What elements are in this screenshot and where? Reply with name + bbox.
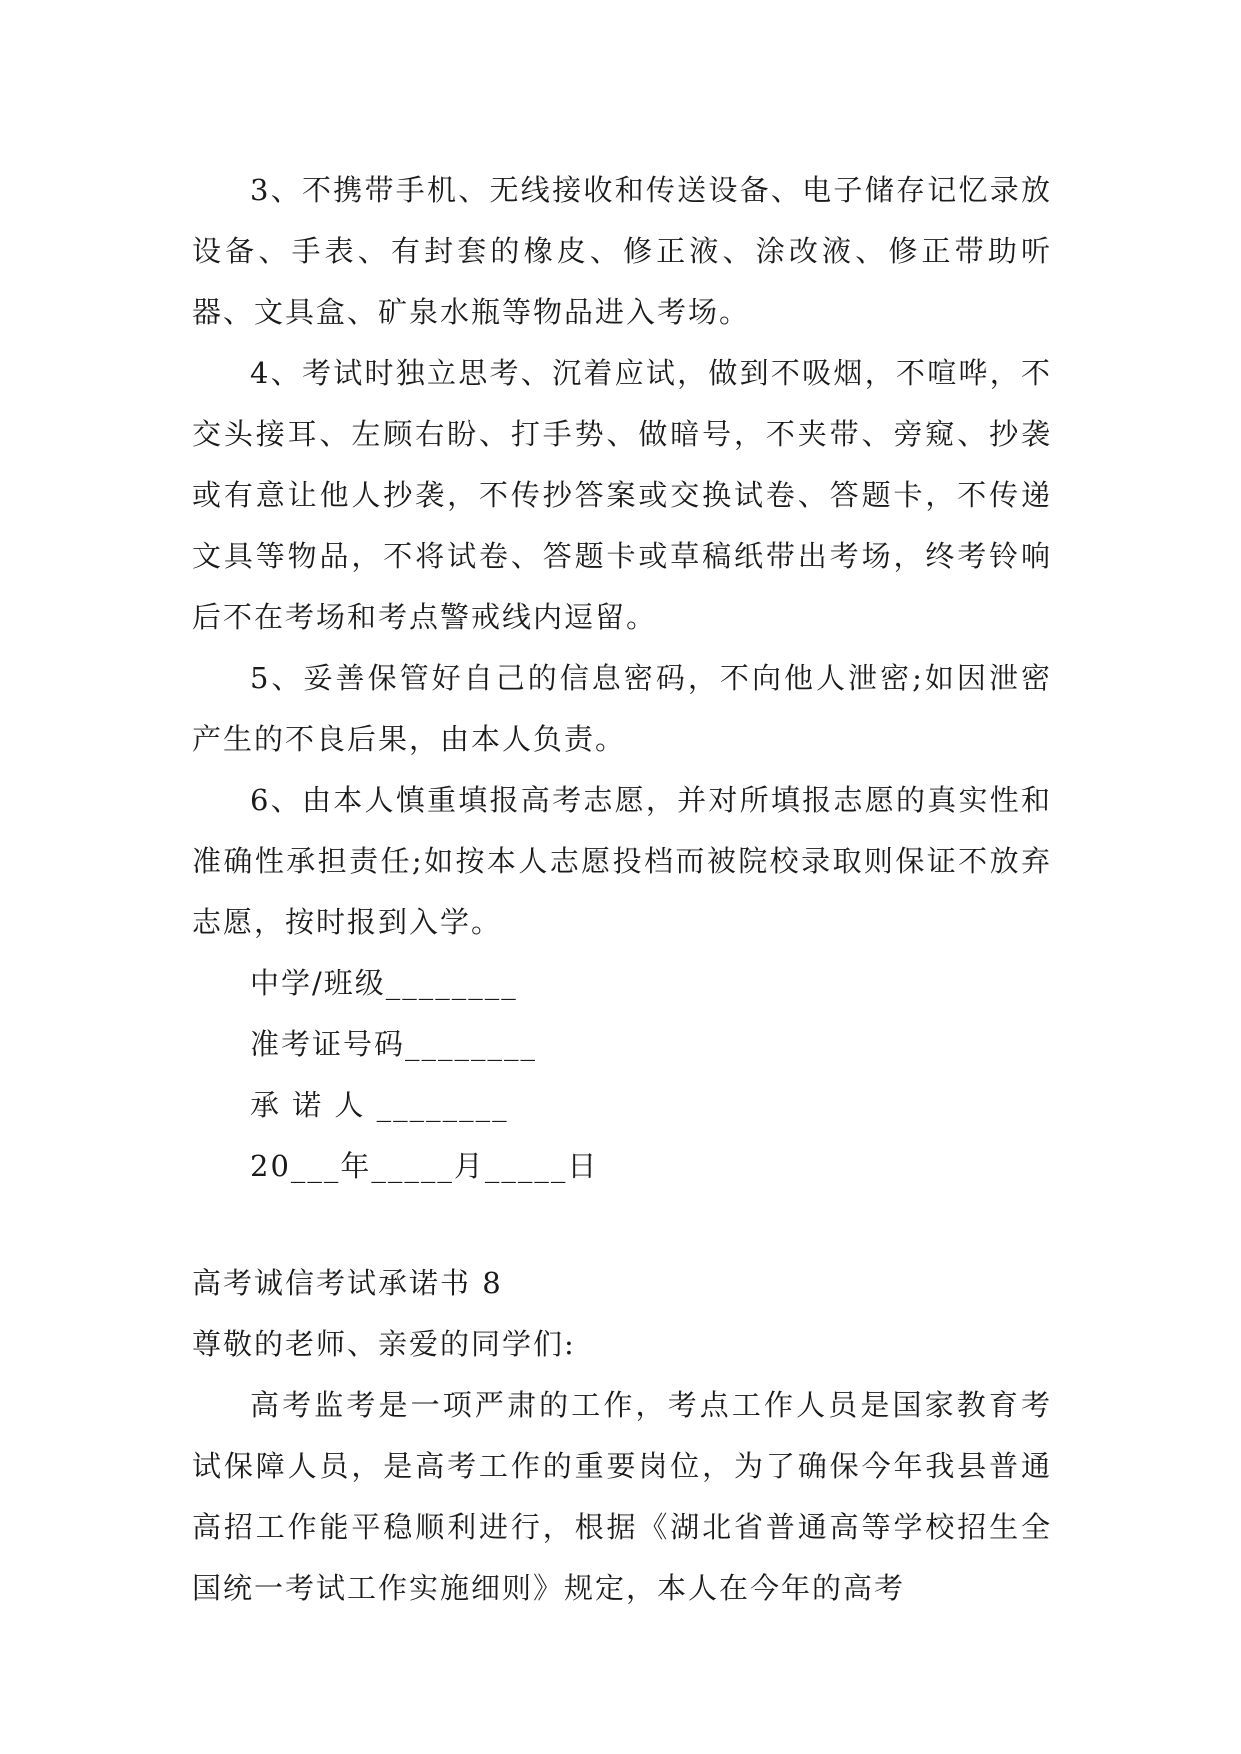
pledge-item-5: 5、妥善保管好自己的信息密码，不向他人泄密;如因泄密产生的不良后果，由本人负责。 — [192, 661, 1052, 756]
school-class-field: 中学/班级________ — [250, 966, 518, 1000]
salutation: 尊敬的老师、亲爱的同学们: — [192, 1327, 576, 1361]
pledge-item-4: 4、考试时独立思考、沉着应试，做到不吸烟，不喧哗，不交头接耳、左顾右盼、打手势、做暗号，不夹带、旁窥、抄袭或有意让他人抄袭，不传抄答案或交换试卷、答题卡，不传递文具等物品，不将试卷、答题卡或草稿纸带出考场，终考铃响后不在考场和考点警戒线内逗留。 — [192, 356, 1052, 634]
date-field: 20___年_____月_____日 — [250, 1149, 599, 1183]
pledge-item-3: 3、不携带手机、无线接收和传送设备、电子储存记忆录放设备、手表、有封套的橡皮、修正液、涂改液、修正带助听器、文具盒、矿泉水瓶等物品进入考场。 — [192, 173, 1052, 329]
admission-number-field: 准考证号码________ — [250, 1027, 538, 1061]
body-paragraph: 高考监考是一项严肃的工作，考点工作人员是国家教育考试保障人员，是高考工作的重要岗位，为了确保今年我县普通高招工作能平稳顺利进行，根据《湖北省普通高等学校招生全国统一考试工作实施细则》规定，本人在今年的高考 — [192, 1388, 1052, 1605]
pledger-field: 承 诺 人 ________ — [250, 1088, 509, 1122]
pledge-item-6: 6、由本人慎重填报高考志愿，并对所填报志愿的真实性和准确性承担责任;如按本人志愿投档而被院校录取则保证不放弃志愿，按时报到入学。 — [192, 783, 1052, 939]
document-page — [192, 160, 1052, 1619]
section-title: 高考诚信考试承诺书 8 — [192, 1266, 503, 1300]
section-gap — [192, 1197, 1052, 1253]
